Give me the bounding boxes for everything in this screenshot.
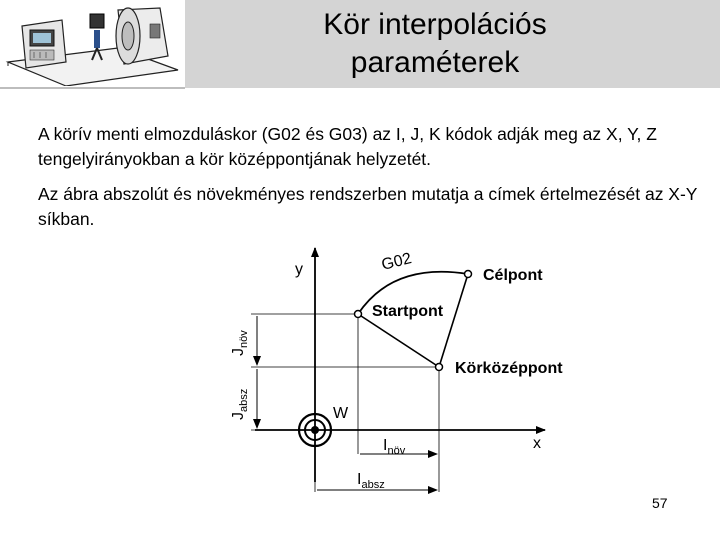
radius-end [439, 274, 468, 367]
end-point-label: Célpont [483, 267, 543, 284]
y-axis-label: y [295, 261, 303, 278]
cnc-machine-logo [0, 0, 185, 86]
radius-start [358, 314, 439, 367]
x-axis-label: x [533, 435, 541, 452]
slide-title: Kör interpolációs paraméterek [323, 8, 547, 79]
paragraph-figure-description: Az ábra abszolút és növekményes rendszerben mutatja a címek értelmezését az X-Y síkban. [38, 184, 698, 229]
i-incremental-label: $I_{növ}$ [383, 437, 406, 457]
page-number: 57 [652, 495, 668, 511]
origin-label: W [333, 405, 349, 422]
center-point-label: Körközéppont [455, 360, 563, 377]
start-point-label: Startpont [372, 303, 444, 320]
j-absolute-label: $J_{absz}$ [230, 388, 250, 420]
interpolation-diagram [215, 242, 595, 502]
arc-label: G02 [379, 250, 414, 274]
slide-header [0, 0, 720, 90]
j-incremental-label: $J_{növ}$ [230, 330, 250, 356]
center-point-marker [436, 364, 443, 371]
header-divider [0, 87, 185, 89]
start-point-marker [355, 311, 362, 318]
end-point-marker [465, 271, 472, 278]
i-absolute-label: $I_{absz}$ [357, 471, 385, 491]
paragraph-circular-interpolation: A körív menti elmozduláskor (G02 és G03) az I, J, K kódok adják meg az X, Y, Z tengelyirányokban a kör középpontjának helyzetét. [38, 124, 657, 169]
